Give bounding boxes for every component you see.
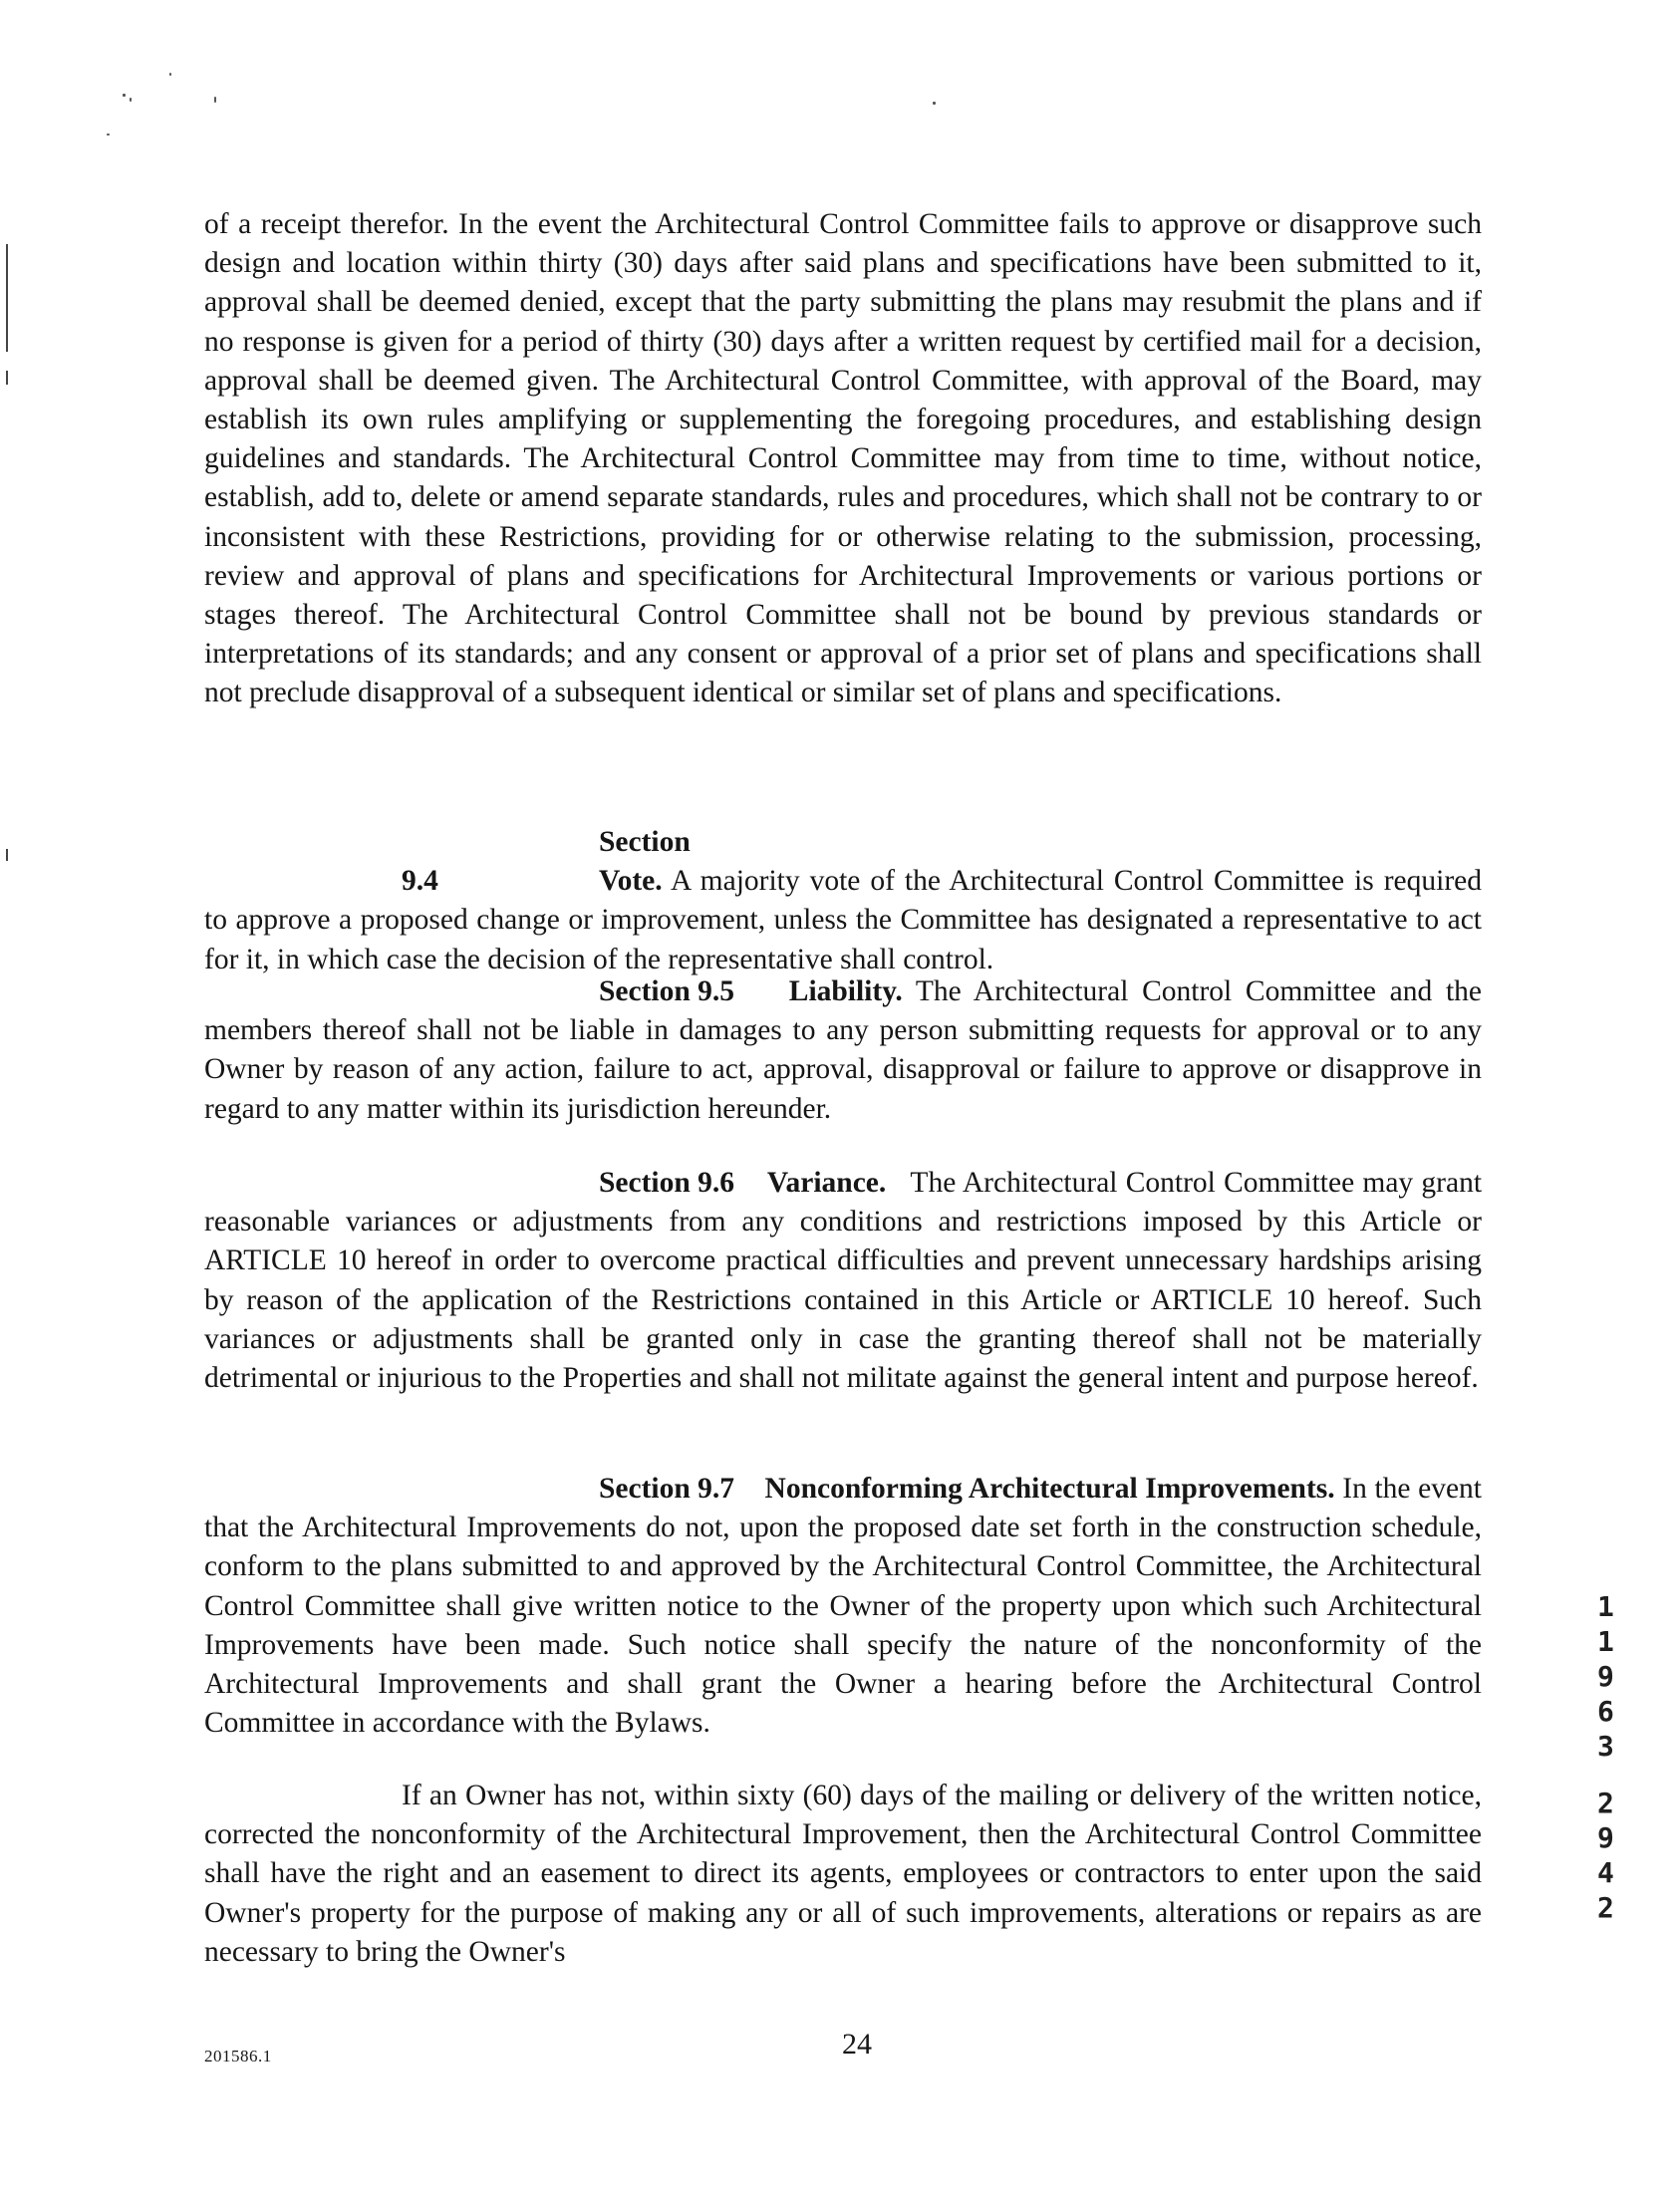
section-title: Variance.: [766, 1167, 887, 1199]
margin-mark: [6, 849, 8, 861]
paragraph-receipt-procedures: of a receipt therefor. In the event the Architectural Control Committee fails to approve or disapprove such design and location within thirty (30) days after said plans and specifications have been submitted to it, approval shall be deemed denied, except that the party submitting the plans may resubmit the plans and if no response is given for a period of thirty (30) days after a written request by certified mail for a decision, approval shall be deemed given. The Architectural Control Committee, with approval of the Board, may establish its own rules amplifying or supplementing the foregoing procedures, and establishing design guidelines and standards. The Architectural Control Committee may from time to time, without notice, establish, add to, delete or amend separate standards, rules and procedures, which shall not be contrary to or inconsistent with these Restrictions, providing for or otherwise relating to the submission, processing, review and approval of plans and specifications for Architectural Improvements or various portions or stages thereof. The Architectural Control Committee shall not be bound by previous standards or interpretations of its standards; and any consent or approval of a prior set of plans and specifications shall not preclude disapproval of a subsequent identical or similar set of plans and specifications.: [204, 208, 1482, 709]
section-body: A majority vote of the Architectural Control Committee is required to approve a proposed change or improvement, unless the Committee has designated a representative to act for it, in which case the decision of the representative shall control.: [204, 865, 1482, 975]
stamp-digit: 1: [1597, 1590, 1614, 1623]
section-body: The Architectural Control Committee and the members thereof shall not be liable in damages to any person submitting requests for approval or to any Owner by reason of any action, failure to act, approval, disapproval or failure to approve or disapprove in regard to any matter within its jurisdiction hereunder.: [204, 975, 1483, 1125]
section-number: Section 9.4: [402, 826, 691, 898]
stamp-digit: 4: [1597, 1856, 1614, 1889]
recording-stamp: [1597, 1589, 1614, 1925]
section-9-5: [204, 972, 1482, 1129]
scan-speck: [214, 97, 216, 103]
stamp-digit: 3: [1597, 1730, 1614, 1763]
section-9-6: [204, 1164, 1482, 1398]
section-number: Section 9.5: [599, 975, 735, 1007]
stamp-digit: 9: [1597, 1821, 1614, 1854]
section-number: Section 9.7: [599, 1473, 735, 1505]
stamp-digit: 6: [1597, 1695, 1614, 1728]
section-title: Vote.: [599, 865, 663, 898]
section-9-7: [204, 1470, 1482, 1743]
scan-speck: [933, 102, 936, 105]
margin-mark: [6, 371, 8, 385]
page-number: 24: [842, 2028, 872, 2061]
scan-speck: [130, 98, 132, 102]
section-title: Nonconforming Architectural Improvements.: [764, 1473, 1335, 1505]
stamp-digit: 9: [1597, 1660, 1614, 1693]
document-id: 201586.1: [204, 2047, 272, 2066]
scan-speck: [169, 73, 171, 76]
section-body: The Architectural Control Committee may grant reasonable variances or adjustments from any conditions and restrictions imposed by this Article or ARTICLE 10 hereof in order to overcome practical difficulties and prevent unnecessary hardships arising by reason of the application of the Restrictions contained in this Article or ARTICLE 10 hereof. Such variances or adjustments shall be granted only in case the granting thereof shall not be materially detrimental or injurious to the Properties and shall not militate against the general intent and purpose hereof.: [204, 1167, 1483, 1395]
scan-speck: [123, 94, 126, 97]
stamp-digit: 2: [1597, 1787, 1614, 1819]
section-9-4: [204, 823, 1482, 979]
section-number: Section 9.6: [599, 1167, 735, 1199]
paragraph-sixty-days: If an Owner has not, within sixty (60) days of the mailing or delivery of the written notice, corrected the nonconformity of the Architectural Improvement, then the Architectural Control Committee shall have the right and an easement to direct its agents, employees or contractors to enter upon the said Owner's property for the purpose of making any or all of such improvements, alterations or repairs as are necessary to bring the Owner's: [204, 1780, 1482, 1968]
margin-mark: [6, 244, 8, 352]
stamp-digit: 1: [1597, 1625, 1614, 1658]
stamp-digit: 2: [1597, 1891, 1614, 1924]
section-title: Liability.: [788, 975, 903, 1007]
section-body: In the event that the Architectural Improvements do not, upon the proposed date set forth in the construction schedule, conform to the plans submitted to and approved by the Architectural Control Committee, the Architectural Control Committee shall give written notice to the Owner of the property upon which such Architectural Improvements have been made. Such notice shall specify the nature of the nonconformity of the Architectural Improvements and shall grant the Owner a hearing before the Architectural Control Committee in accordance with the Bylaws.: [204, 1473, 1483, 1740]
scan-speck: [107, 134, 110, 136]
